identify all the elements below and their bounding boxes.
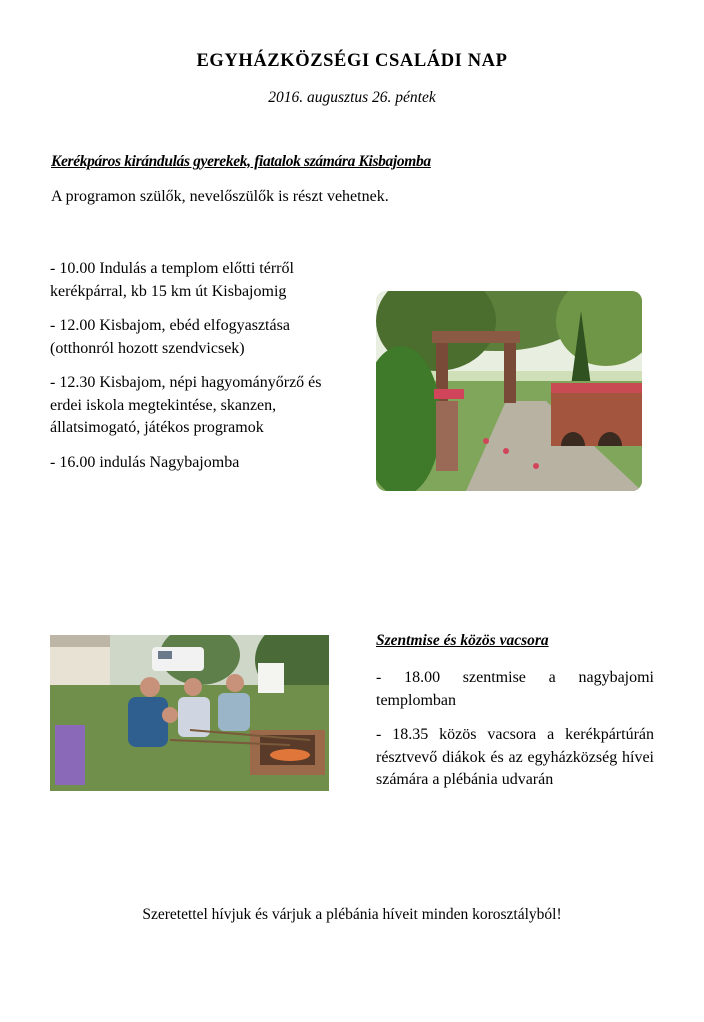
closing-invitation: Szeretettel hívjuk és várjuk a plébánia híveit minden korosztályból! [142,906,562,923]
section1-intro: A programon szülők, nevelőszülők is részt vehetnek. [51,188,389,205]
schedule-item: - 12.30 Kisbajom, népi hagyományőrző és erdei iskola megtekintése, skanzen, állatsimogató, játékos programok [50,374,322,436]
schedule-item: - 16.00 indulás Nagybajomba [50,453,240,471]
schedule-item: - 12.00 Kisbajom, ebéd elfogyasztása (otthonról hozott szendvicsek) [50,317,290,357]
section1-heading: Kerékpáros kirándulás gyerekek, fiatalok számára Kisbajomba [51,153,431,170]
event-date: 2016. augusztus 26. péntek [268,89,436,106]
campfire-photo [50,635,329,791]
schedule-item: - 18.00 szentmise a nagybajomi templomban [376,669,654,709]
section2-heading: Szentmise és közös vacsora [376,632,549,649]
schedule-item: - 10.00 Indulás a templom előtti térről kerékpárral, kb 15 km út Kisbajomig [50,260,294,300]
garden-gate-photo [376,291,642,491]
section2-schedule [376,667,654,804]
page-title: EGYHÁZKÖZSÉGI CSALÁDI NAP [196,51,508,71]
section1-schedule [50,258,332,486]
schedule-item: - 18.35 közös vacsora a kerékpártúrán résztvevő diákok és az egyházközség hívei számára a plébánia udvarán [376,726,654,788]
